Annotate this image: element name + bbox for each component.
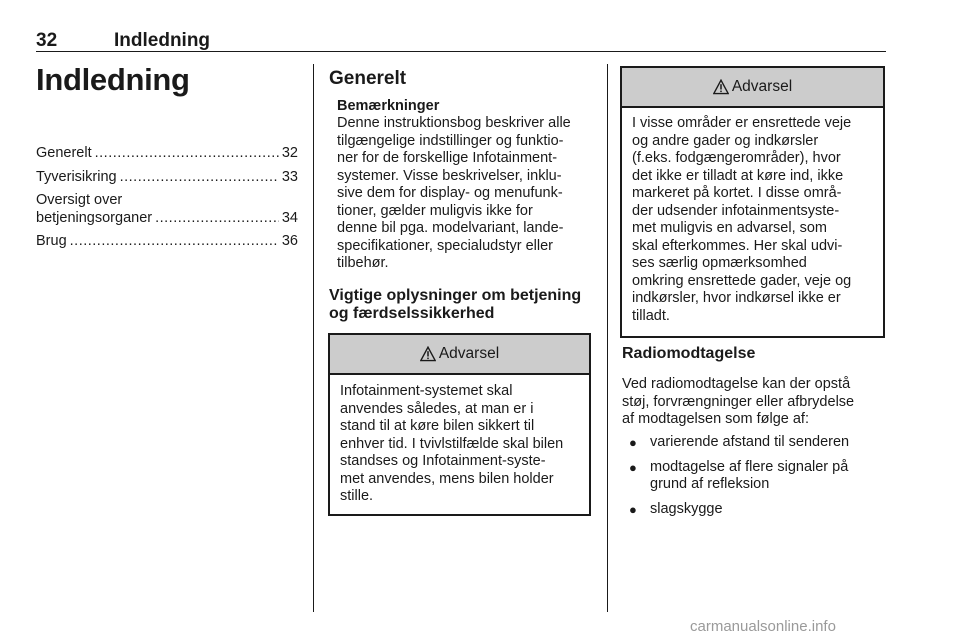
text-line: enhver tid. I tvivlstilfælde skal bilen <box>340 435 564 452</box>
page-number: 32 <box>36 30 58 51</box>
warning-label: Advarsel <box>731 78 793 95</box>
text-line: denne bil pga. modelvariant, lande- <box>337 220 564 236</box>
text-line: standses og Infotainment-syste- <box>340 453 546 469</box>
text-line: I visse områder er ensrettede veje <box>632 115 852 131</box>
text-line: tilbehør. <box>337 255 389 271</box>
toc-dot-leader <box>70 233 279 251</box>
table-of-contents <box>36 145 298 257</box>
toc-dot-leader <box>95 145 279 163</box>
bullet-dot-icon: ● <box>629 459 637 475</box>
toc-entry-title: Generelt <box>36 145 92 161</box>
toc-entry[interactable] <box>36 233 298 251</box>
heading-line: og færdselssikkerhed <box>329 305 495 322</box>
text-line: af modtagelsen som følge af: <box>622 411 809 427</box>
list-item <box>622 501 886 519</box>
note-text <box>337 115 599 273</box>
text-line: specifikationer, specialudstyr eller <box>337 237 553 254</box>
text-line: met anvendes, mens bilen holder <box>340 470 554 487</box>
text-line: Ved radiomodtagelse kan der opstå <box>622 376 851 392</box>
toc-entry-title: Oversigt over <box>36 192 123 208</box>
running-title: Indledning <box>114 30 211 51</box>
text-line: der udsender infotainmentsyste- <box>632 202 840 219</box>
section-title: Generelt <box>329 68 407 89</box>
text-line: sive dem for display- og menufunk- <box>337 185 563 201</box>
toc-page-number: 34 <box>281 209 298 226</box>
warning-header <box>330 335 589 375</box>
text-line: markeret på kortet. I disse områ- <box>632 185 842 201</box>
text-line: ner for de forskellige Infotainment- <box>337 150 558 166</box>
header-rule <box>36 51 886 52</box>
list-item <box>622 459 886 494</box>
text-line: tioner, gælder muligvis ikke for <box>337 202 533 219</box>
toc-page-number: 32 <box>281 145 298 161</box>
text-line: slagskygge <box>650 500 723 517</box>
subsection-heading: Radiomodtagelse <box>622 345 756 362</box>
warning-triangle-icon <box>713 79 729 95</box>
toc-page-number: 36 <box>281 233 298 249</box>
bullet-dot-icon: ● <box>629 435 637 450</box>
toc-page-number: 33 <box>281 168 298 185</box>
bullet-dot-icon: ● <box>629 501 637 517</box>
text-line: anvendes således, at man er i <box>340 400 534 417</box>
text-line: grund af refleksion <box>650 476 770 492</box>
list-item-text <box>650 459 886 494</box>
toc-dot-leader <box>120 169 279 187</box>
toc-entry-title: Brug <box>36 233 67 249</box>
toc-entry-title: betjeningsorganer <box>36 209 153 226</box>
warning-header <box>622 68 883 108</box>
chapter-title: Indledning <box>36 62 190 97</box>
text-line: tilgængelige indstillinger og funktio- <box>337 132 564 149</box>
column-divider <box>607 64 608 612</box>
list-item-text <box>650 434 886 452</box>
text-line: tilladt. <box>632 307 670 324</box>
text-line: varierende afstand til senderen <box>650 434 850 450</box>
subsection-heading <box>329 287 599 323</box>
toc-entry[interactable] <box>36 169 298 187</box>
warning-label: Advarsel <box>438 345 500 362</box>
bullet-list <box>622 434 886 525</box>
text-line: (f.eks. fodgængerområder), hvor <box>632 150 841 166</box>
text-line: systemer. Visse beskrivelser, inklu- <box>337 167 562 184</box>
warning-text <box>622 108 883 325</box>
warning-triangle-icon <box>420 346 436 362</box>
text-line: og andre gader og indkørsler <box>632 132 819 149</box>
warning-box <box>328 333 591 516</box>
text-line: omkring ensrettede gader, veje og <box>632 272 852 289</box>
text-line: støj, forvrængninger eller afbrydelse <box>622 393 855 410</box>
list-item-text <box>650 501 886 519</box>
radio-text <box>622 376 886 429</box>
column-divider <box>313 64 314 612</box>
toc-dot-leader <box>155 210 279 228</box>
text-line: indkørsler, hvor indkørsel ikke er <box>632 290 841 306</box>
toc-entry[interactable] <box>36 192 298 227</box>
watermark: carmanualsonline.info <box>690 618 836 635</box>
note-heading: Bemærkninger <box>337 98 440 114</box>
text-line: stand til at køre bilen sikkert til <box>340 418 535 434</box>
text-line: skal efterkommes. Her skal udvi- <box>632 237 843 254</box>
toc-entry[interactable] <box>36 145 298 163</box>
text-line: ses særlig opmærksomhed <box>632 255 807 271</box>
text-line: met muligvis en advarsel, som <box>632 220 828 236</box>
text-line: Denne instruktionsbog beskriver alle <box>337 115 571 131</box>
text-line: modtagelse af flere signaler på <box>650 458 849 475</box>
warning-box <box>620 66 885 338</box>
warning-text <box>330 375 589 506</box>
text-line: Infotainment-systemet skal <box>340 383 513 399</box>
heading-line: Vigtige oplysninger om betjening <box>329 287 582 304</box>
toc-entry-title: Tyverisikring <box>36 168 117 185</box>
text-line: det ikke er tilladt at køre ind, ikke <box>632 167 844 184</box>
text-line: stille. <box>340 488 374 504</box>
list-item <box>622 434 886 452</box>
